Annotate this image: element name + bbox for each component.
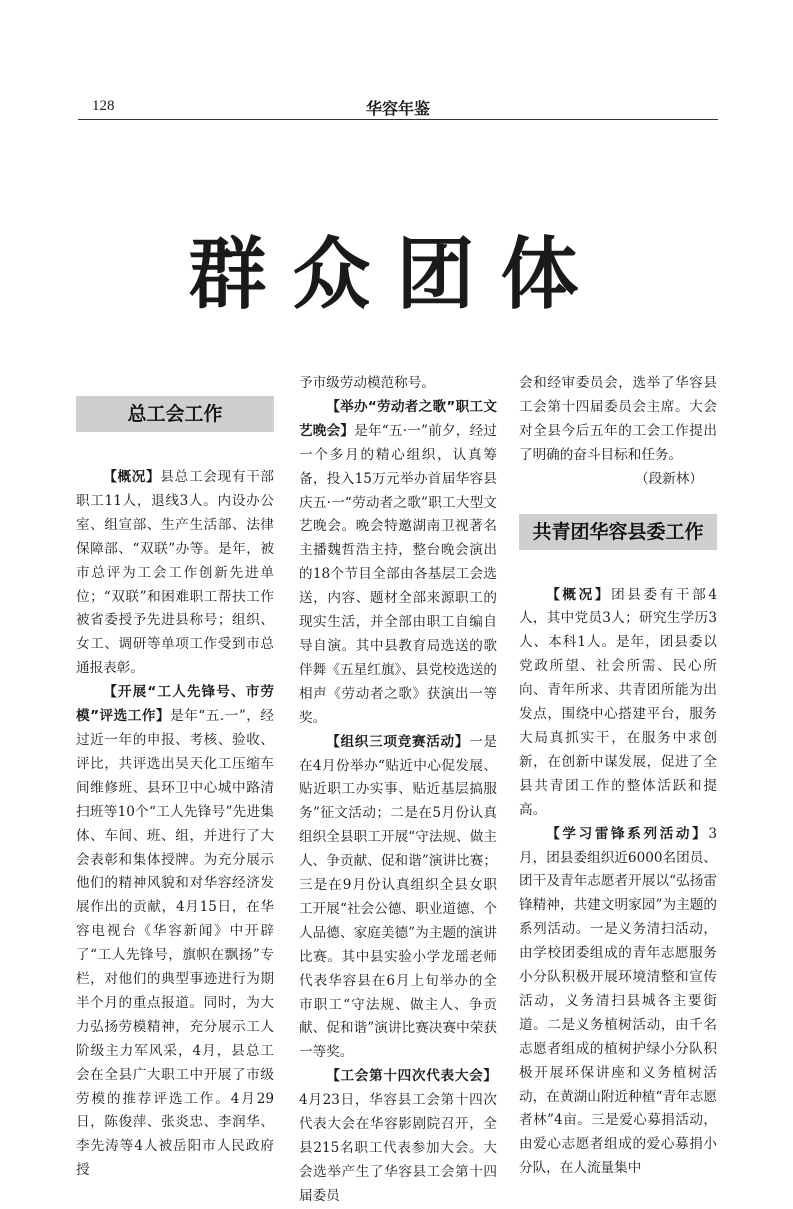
paragraph-competitions: 【组织三项竞赛活动】一是在4月份举办“贴近中心促发展、贴近职工办实事、贴近基层搞服务”征文活动；二是在5月份认真组织全县职工开展“守法规、做主人、争贡献、促和谐”演讲比赛；三是在9月份认真组织全县女职工开展“社会公德、职业道德、个人品德、家庭美德”为主题的演讲比赛。其中县实验小学龙瑶老师代表华容县在6月上旬举办的全市职工“守法规、做主人、争贡献、促和谐”演讲比赛决赛中荣获一等奖。 <box>299 733 498 1061</box>
paragraph-gala: 【举办“劳动者之歌”职工文艺晚会】是年“五·一”前夕，经过一个多月的精心组织，认真筹备，投入15万元举办首届华容县庆五·一“劳动者之歌”职工大型文艺晚会。晚会特邀湖南卫视著名主播魏哲浩主持，整台晚会演出的18个节目全部由各基层工会选送，内容、题材全部来源职工的现实生活，并全部由职工自编自导自演。其中县教育局选送的歌伴舞《五星红旗》、县党校选送的相声《劳动者之歌》获演出一等奖。 <box>299 398 497 726</box>
paragraph-continuation: 予市级劳动模范称号。 <box>299 375 435 391</box>
paragraph-overview: 【概况】县总工会现有干部职工11人，退线3人。内设办公室、组宣部、生产生活部、法律保障部、“双联”办等。是年，被市总评为工会工作创新先进单位；“双联”和困难职工帮扶工作被省委授予先进县称号；组织、女工、调研等单项工作受到市总通报表彰。 <box>76 469 275 677</box>
page-number: 128 <box>92 98 115 114</box>
paragraph-lei-feng: 【学习雷锋系列活动】3月，团县委组织近6000名团员、团干及青年志愿者开展以“弘扬雷锋精神，共建文明家园”为主题的系列活动。一是义务清扫活动，由学校团委组成的青年志愿服务小分队积极开展环境清整和宣传活动，义务清扫县城各主要街道。二是义务植树活动，由千名志愿者组成的植树护绿小分队积极开展环保讲座和义务植树活动，在黄湖山附近种植“青年志愿者林”4亩。三是爱心募捐活动，由爱心志愿者组成的爱心募捐小分队，在人流量集中 <box>519 825 717 1177</box>
paragraph-keyword: 【概况】 <box>103 469 161 485</box>
section-title-youth-league: 共青团华容县委工作 <box>519 514 717 550</box>
paragraph-continuation: 会和经审委员会，选举了华容县工会第十四届委员会主席。大会对全县今后五年的工会工作提出了明确的奋斗目标和任务。 <box>519 375 717 463</box>
text-column-2 <box>299 372 497 1209</box>
header-rule <box>78 119 718 120</box>
chapter-title: 群众团体 <box>188 229 605 320</box>
paragraph-league-overview: 【概况】团县委有干部4人，其中党员3人；研究生学历3人、本科1人。是年，团县委以党政所望、社会所需、民心所向、青年所求、共青团所能为出发点，围绕中心搭建平台，服务大局真抓实干，在服务中求创新，在创新中谋发展，促进了全县共青团工作的整体活跃和提高。 <box>519 586 718 818</box>
paragraph-keyword: 【工会第十四次代表大会】 <box>326 1068 497 1085</box>
paragraph-congress: 【工会第十四次代表大会】4月23日，华容县工会第十四次代表大会在华容影剧院召开，全县215名职工代表参加大会。大会选举产生了华容县工会第十四届委员 <box>299 1068 497 1204</box>
paragraph-keyword: 【概况】 <box>546 586 612 603</box>
text-column-1 <box>76 372 274 1183</box>
paragraph-keyword: 【开展“工人先锋号、市劳模”评选工作】 <box>76 684 274 725</box>
page-header <box>78 94 718 124</box>
text-column-3 <box>519 372 717 1181</box>
running-title: 华容年鉴 <box>365 99 430 118</box>
paragraph-keyword: 【举办“劳动者之歌”职工文艺晚会】 <box>299 398 497 439</box>
paragraph-keyword: 【学习雷锋系列活动】 <box>546 825 709 842</box>
paragraph-keyword: 【组织三项竞赛活动】 <box>326 733 470 750</box>
author-signature: （段新林） <box>635 470 703 487</box>
section-title-trade-union: 总工会工作 <box>76 396 274 432</box>
paragraph-pioneer-selection: 【开展“工人先锋号、市劳模”评选工作】是年“五.一”，经过近一年的申报、考核、验收、评比，共评选出吴天化工压缩车间维修班、县环卫中心城中路清扫班等10个“工人先锋号”先进集体、车间、班、组，并进行了大会表彰和集体授牌。为充分展示他们的精神风貌和对华容经济发展作出的贡献，4月15日，在华容电视台《华容新闻》中开辟了“工人先锋号，旗帜在飘扬”专栏，对他们的典型事迹进行为期半个月的重点报道。同时，为大力弘扬劳模精神，充分展示工人阶级主力军风采，4月，县总工会在全县广大职工中开展了市级劳模的推荐评选工作。4月29日，陈俊萍、张炎忠、李润华、李先涛等4人被岳阳市人民政府授 <box>76 684 274 1179</box>
